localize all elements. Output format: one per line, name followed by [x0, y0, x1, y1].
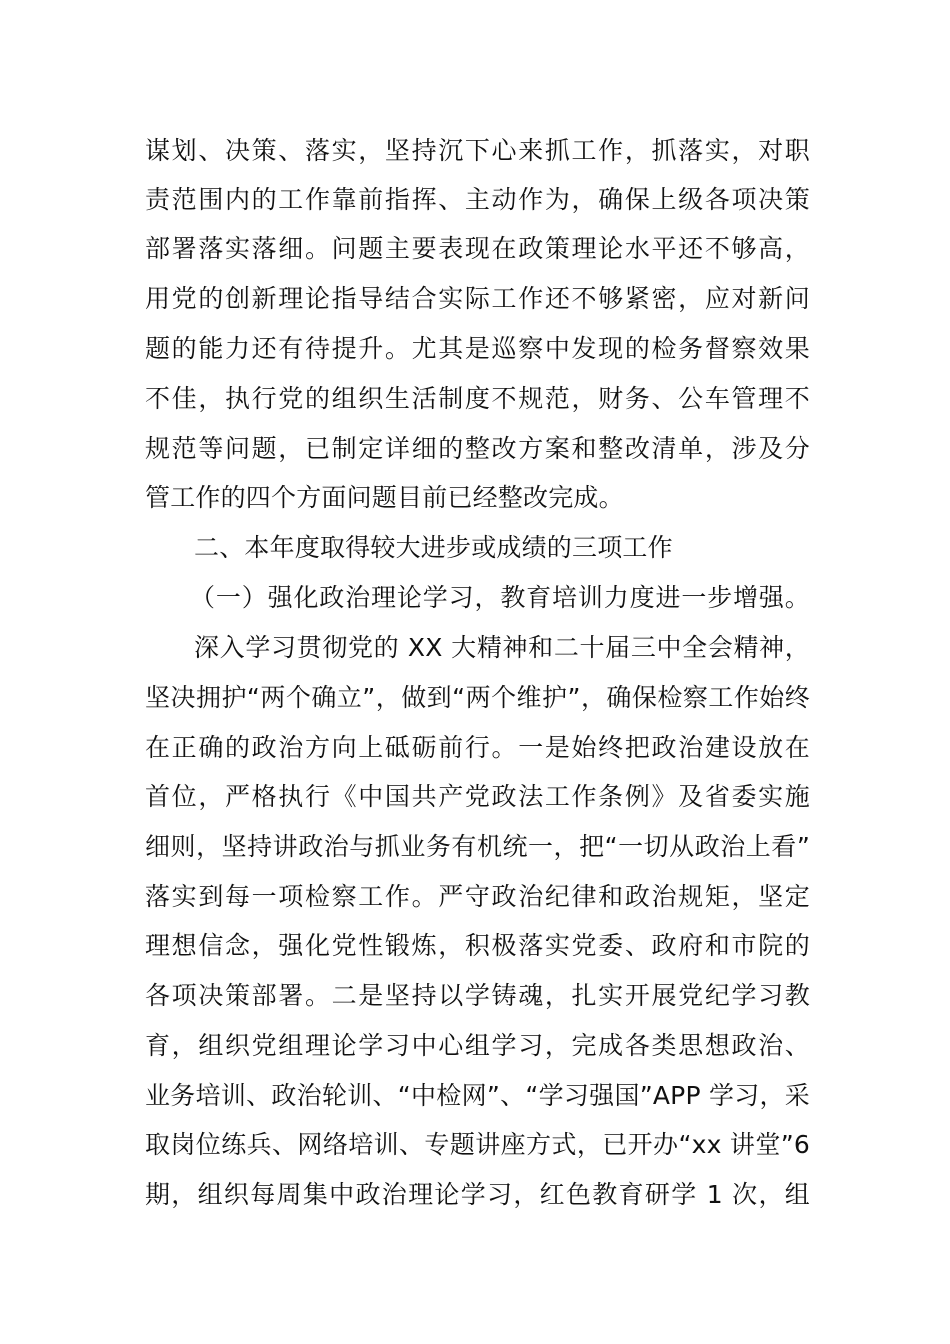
paragraph-line: 规范等问题，已制定详细的整改方案和整改清单，涉及分	[145, 434, 810, 463]
paragraph-line: 理想信念，强化党性锻炼，积极落实党委、政府和市院的	[145, 931, 810, 960]
section-heading: 二、本年度取得较大进步或成绩的三项工作	[194, 533, 673, 562]
paragraph-line: 取岗位练兵、网络培训、专题讲座方式，已开办“xx 讲堂”6	[145, 1130, 810, 1159]
paragraph-line: 部署落实落细。问题主要表现在政策理论水平还不够高，	[145, 234, 810, 263]
paragraph-line: 育，组织党组理论学习中心组学习，完成各类思想政治、	[145, 1031, 810, 1060]
paragraph-line: 谋划、决策、落实，坚持沉下心来抓工作，抓落实，对职	[145, 136, 810, 165]
paragraph-line: 管工作的四个方面问题目前已经整改完成。	[145, 483, 624, 512]
paragraph-line: 题的能力还有待提升。尤其是巡察中发现的检务督察效果	[145, 334, 810, 363]
paragraph-line: 期，组织每周集中政治理论学习，红色教育研学 1 次，组	[145, 1180, 810, 1209]
subsection-heading: （一）强化政治理论学习，教育培训力度进一步增强。	[190, 583, 810, 612]
paragraph-line: 不佳，执行党的组织生活制度不规范，财务、公车管理不	[145, 384, 810, 413]
paragraph-line: 落实到每一项检察工作。严守政治纪律和政治规矩，坚定	[145, 882, 810, 911]
paragraph-line: 坚决拥护“两个确立”，做到“两个维护”，确保检察工作始终	[145, 683, 810, 712]
paragraph-line: 细则，坚持讲政治与抓业务有机统一，把“一切从政治上看”	[145, 832, 810, 861]
paragraph-line: 业务培训、政治轮训、“中检网”、“学习强国”APP 学习，采	[145, 1081, 810, 1110]
paragraph-line: 首位，严格执行《中国共产党政法工作条例》及省委实施	[145, 782, 810, 811]
paragraph-line: 用党的创新理论指导结合实际工作还不够紧密，应对新问	[145, 284, 810, 313]
paragraph-line: 责范围内的工作靠前指挥、主动作为，确保上级各项决策	[145, 185, 810, 214]
paragraph-line: 在正确的政治方向上砥砺前行。一是始终把政治建设放在	[145, 733, 810, 762]
paragraph-line: 深入学习贯彻党的 XX 大精神和二十届三中全会精神，	[194, 633, 810, 662]
paragraph-line: 各项决策部署。二是坚持以学铸魂，扎实开展党纪学习教	[145, 981, 810, 1010]
